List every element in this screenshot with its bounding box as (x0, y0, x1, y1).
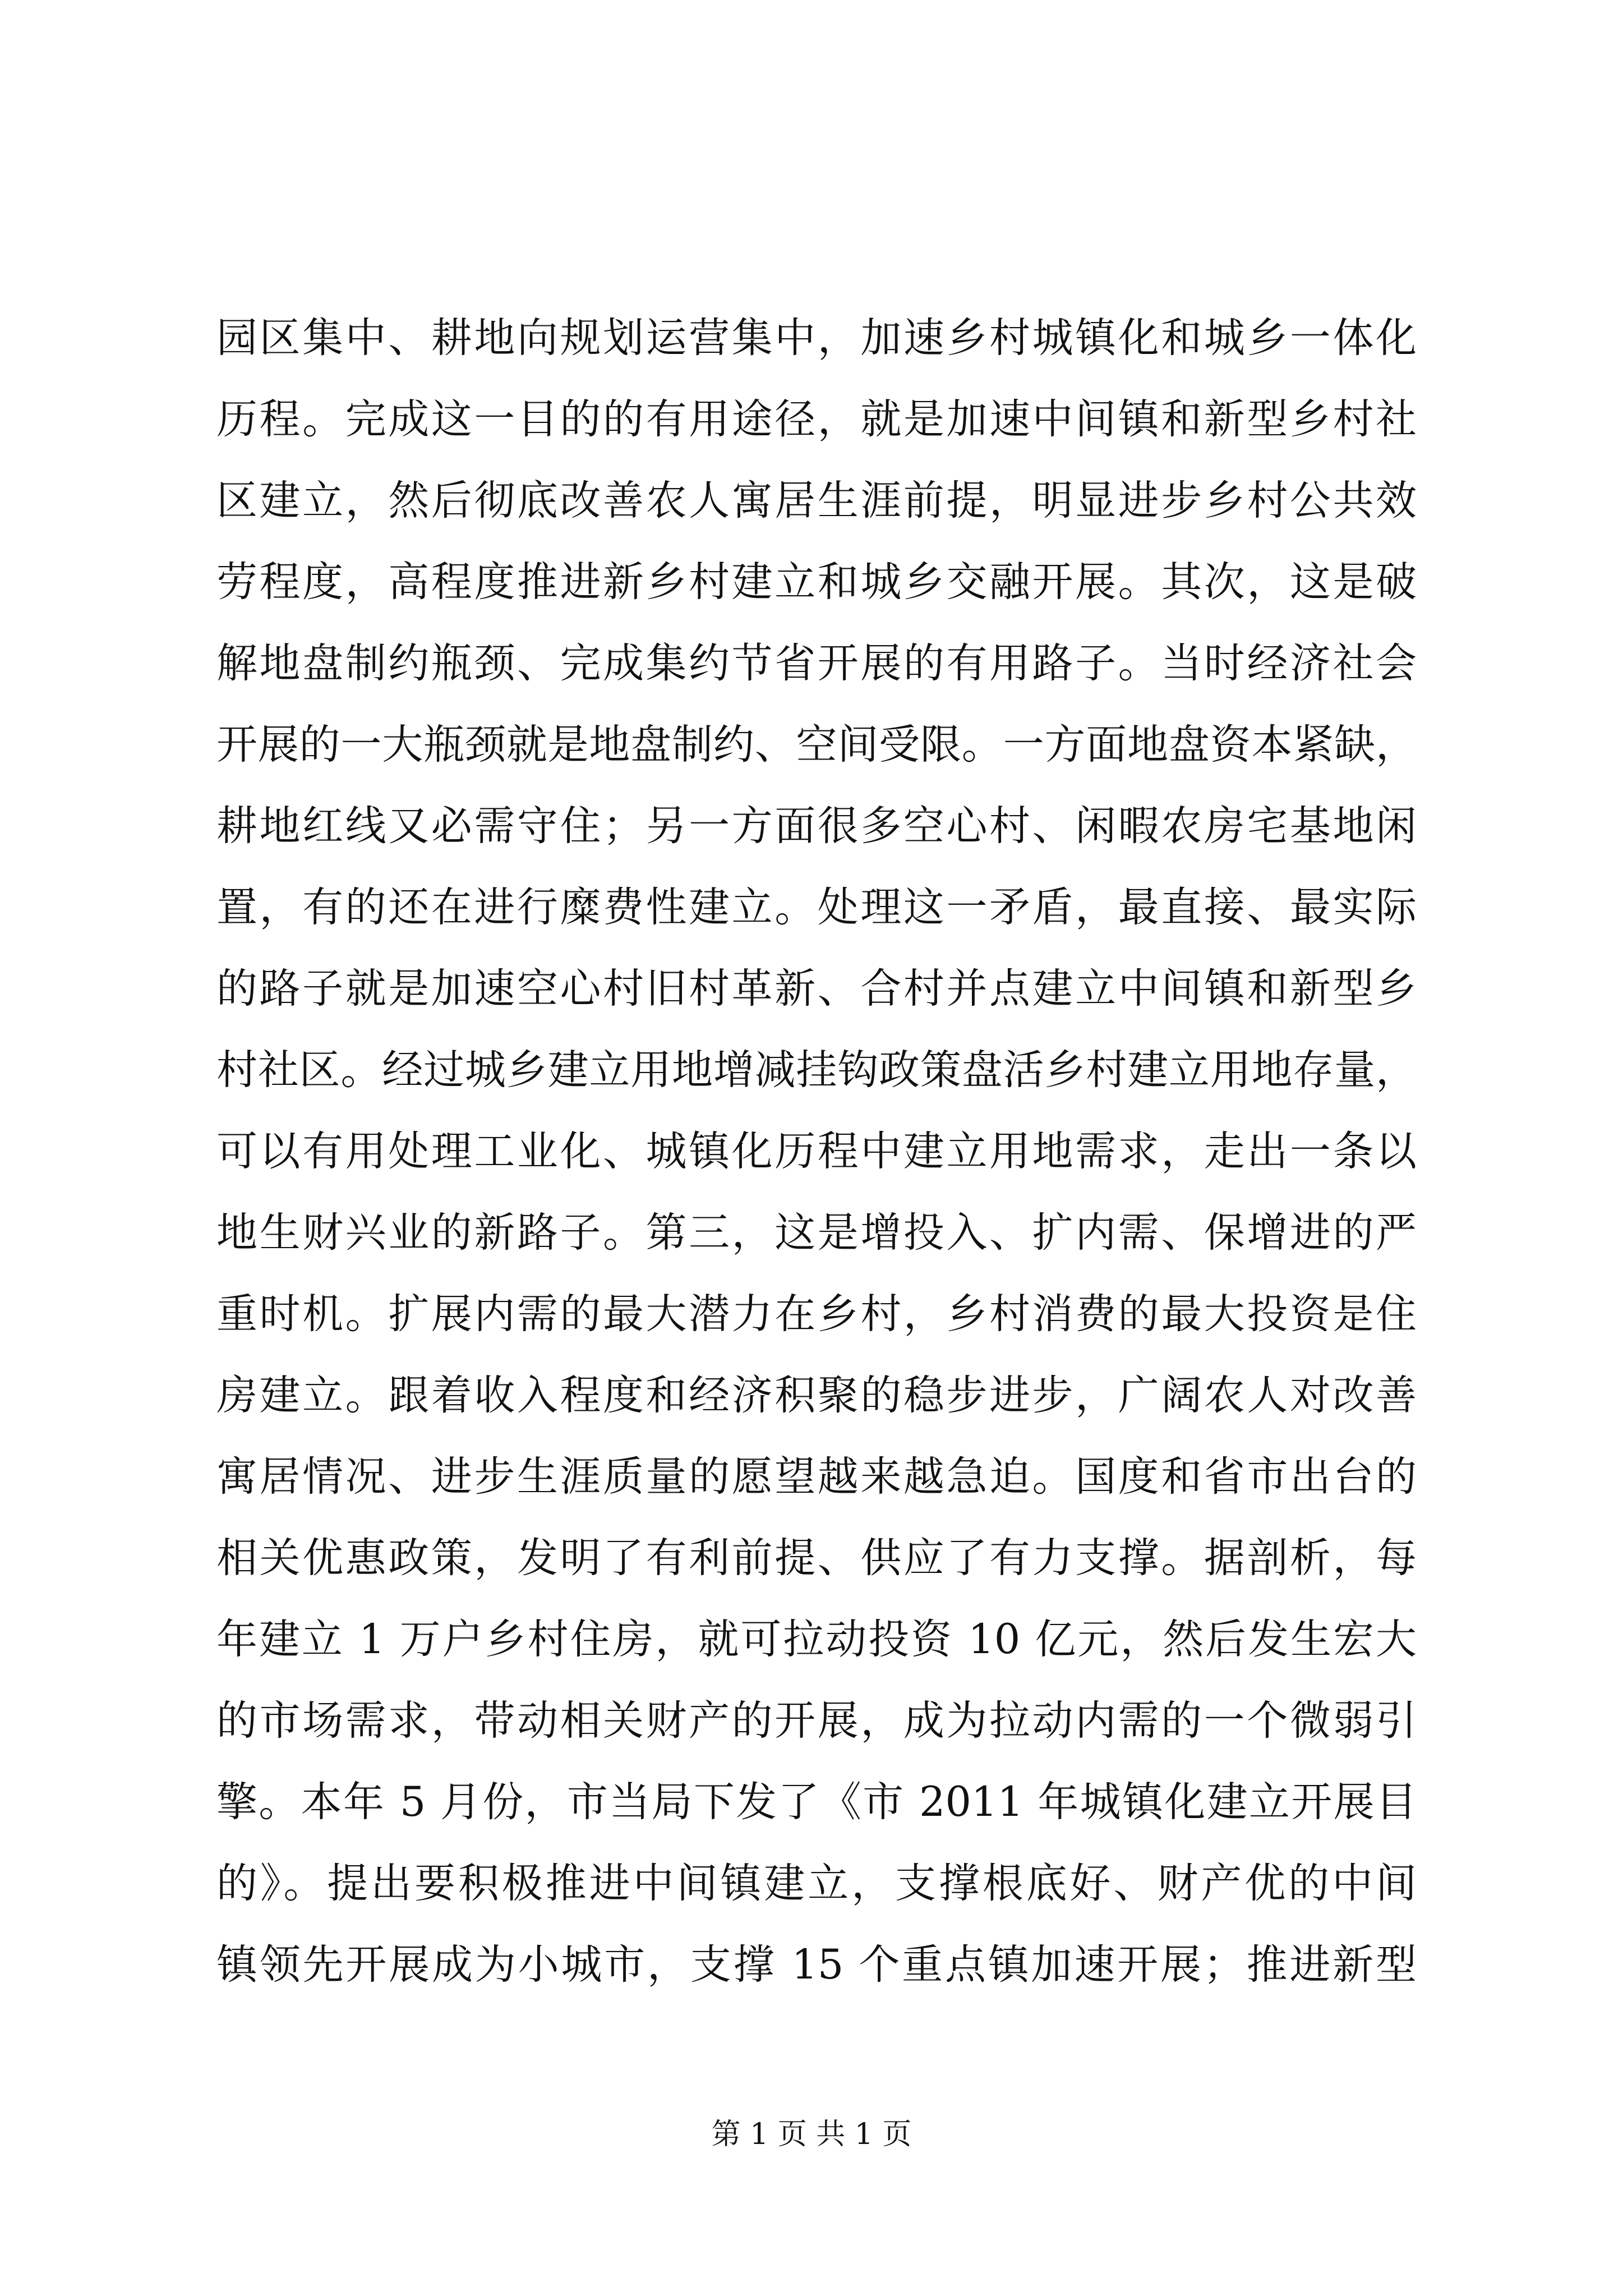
text-line: 可以有用处理工业化、城镇化历程中建立用地需求，走出一条以 (216, 1128, 1417, 1175)
text-line: 的路子就是加速空心村旧村革新、合村并点建立中间镇和新型乡 (216, 965, 1417, 1013)
text-line: 村社区。经过城乡建立用地增减挂钩政策盘活乡村建立用地存量， (216, 1046, 1417, 1094)
body-text (216, 297, 1417, 2005)
text-line: 历程。完成这一目的的有用途径，就是加速中间镇和新型乡村社 (216, 395, 1417, 443)
text-line: 房建立。跟着收入程度和经济积聚的稳步进步，广阔农人对改善 (216, 1372, 1417, 1419)
text-line: 寓居情况、进步生涯质量的愿望越来越急迫。国度和省市出台的 (216, 1453, 1417, 1501)
text-line: 劳程度，高程度推进新乡村建立和城乡交融开展。其次，这是破 (216, 558, 1417, 606)
text-line: 区建立，然后彻底改善农人寓居生涯前提，明显进步乡村公共效 (216, 477, 1417, 524)
text-line: 园区集中、耕地向规划运营集中，加速乡村城镇化和城乡一体化 (216, 314, 1417, 362)
text-line: 解地盘制约瓶颈、完成集约节省开展的有用路子。当时经济社会 (216, 639, 1417, 687)
page-number-label: 第 1 页 共 1 页 (711, 2118, 912, 2151)
text-line: 的》。提出要积极推进中间镇建立，支撑根底好、财产优的中间 (216, 1860, 1417, 1907)
text-line: 镇领先开展成为小城市，支撑 15 个重点镇加速开展；推进新型 (216, 1941, 1417, 1989)
text-line: 地生财兴业的新路子。第三，这是增投入、扩内需、保增进的严 (216, 1209, 1417, 1257)
text-line: 开展的一大瓶颈就是地盘制约、空间受限。一方面地盘资本紧缺， (216, 721, 1417, 769)
text-line: 年建立 1 万户乡村住房，就可拉动投资 10 亿元，然后发生宏大 (216, 1616, 1417, 1663)
text-line: 重时机。扩展内需的最大潜力在乡村，乡村消费的最大投资是住 (216, 1290, 1417, 1338)
text-line: 耕地红线又必需守住；另一方面很多空心村、闲暇农房宅基地闲 (216, 802, 1417, 850)
text-line: 相关优惠政策，发明了有利前提、供应了有力支撑。据剖析，每 (216, 1534, 1417, 1582)
text-line: 的市场需求，带动相关财产的开展，成为拉动内需的一个微弱引 (216, 1697, 1417, 1745)
page-footer (0, 2115, 1623, 2154)
text-line: 置，有的还在进行糜费性建立。处理这一矛盾，最直接、最实际 (216, 884, 1417, 931)
text-line: 擎。本年 5 月份，市当局下发了《市 2011 年城镇化建立开展目 (216, 1778, 1417, 1826)
